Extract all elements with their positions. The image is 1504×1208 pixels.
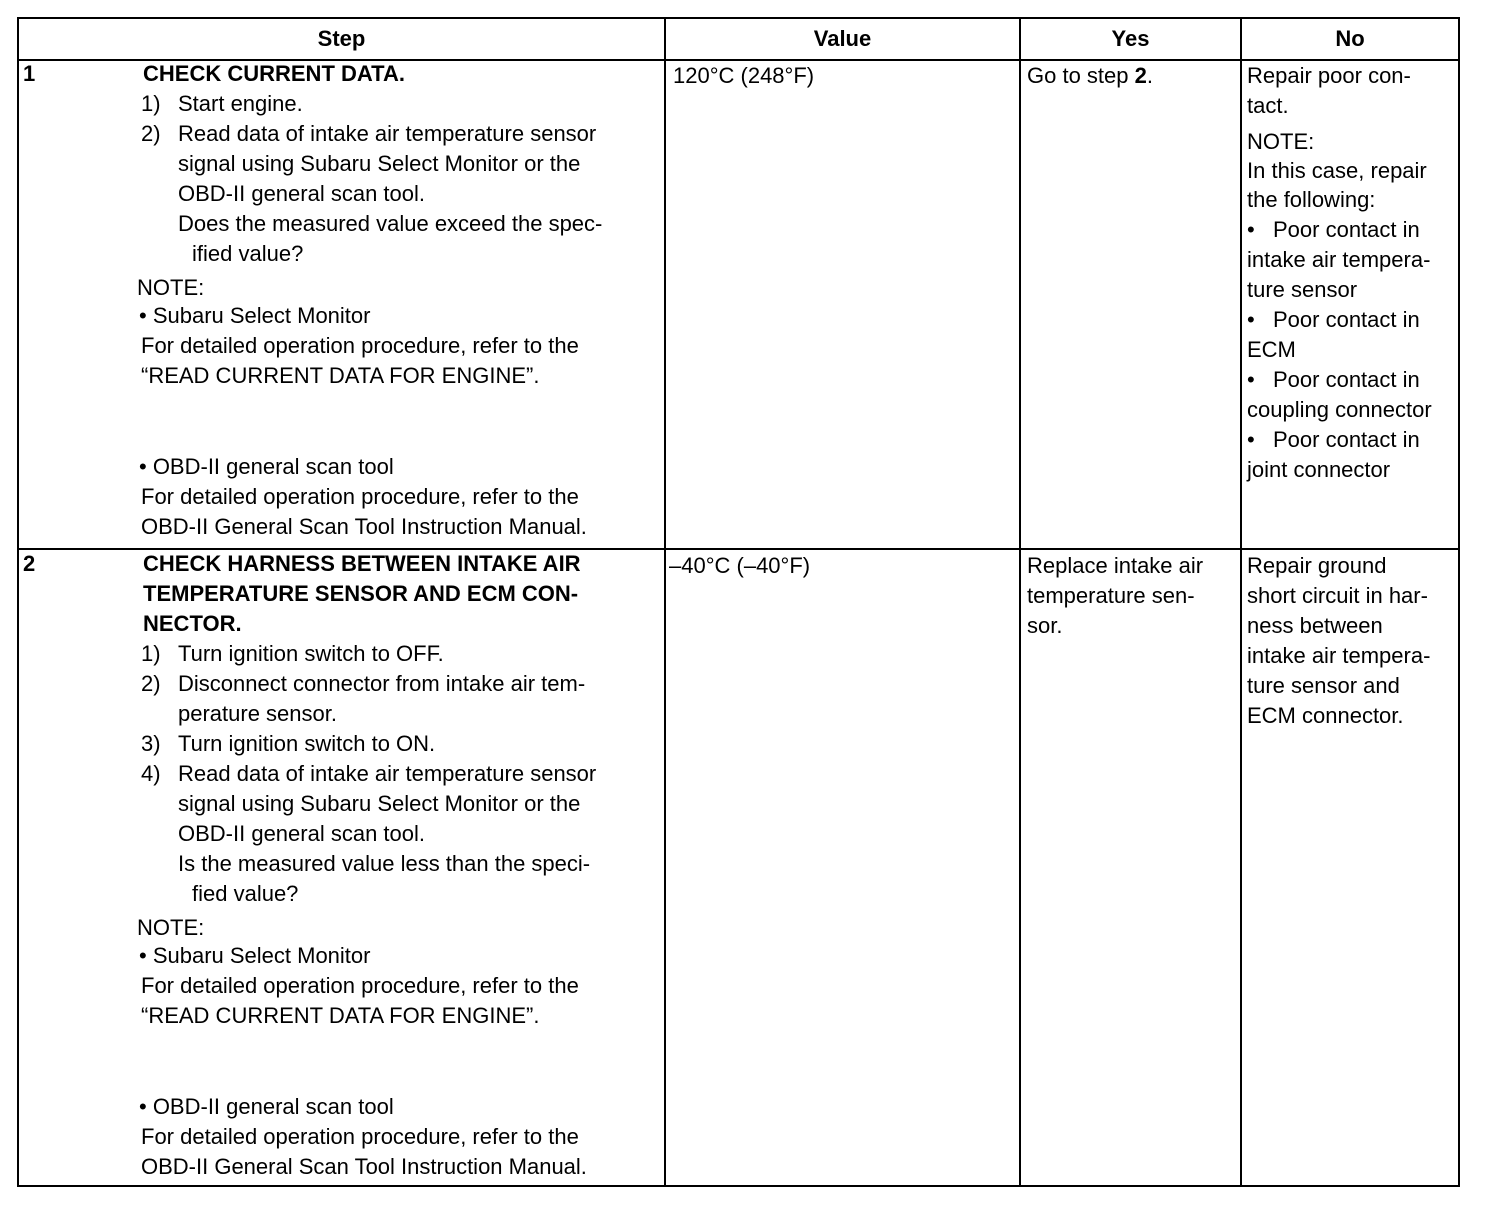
bullet-item: • Poor contact in <box>1247 217 1420 242</box>
note-label: NOTE: <box>137 275 205 300</box>
note-label: NOTE: <box>137 915 205 940</box>
header-yes: Yes <box>1111 26 1150 51</box>
no-cell: Repair ground short circuit in har- ness between intake air tempera- ture sensor and ECM connector. <box>1247 553 1431 728</box>
column-divider-yes-no <box>1240 19 1242 1185</box>
procedure-step: 2) Read data of intake air temperature sensor signal using Subaru Select Monitor or the OBD-II general scan tool. Does the measured value exceed the spec- ified value? <box>141 119 662 269</box>
step-number: 1 <box>23 61 36 86</box>
step-content <box>137 549 662 1182</box>
header-value: Value <box>813 26 872 51</box>
bullet-item: • Poor contact in <box>1247 427 1420 452</box>
procedure-step: 1) Start engine. <box>141 91 303 116</box>
note-block: NOTE: • Subaru Select Monitor For detailed operation procedure, refer to the “READ CURRENT DATA FOR ENGINE”. • OBD-II general scan tool For detailed operation procedure, refer to the OBD-II General Scan Tool Instruction Manual. <box>137 915 662 1182</box>
header-no: No <box>1335 26 1365 51</box>
column-divider-step-value <box>664 19 666 1185</box>
procedure-step: 3) Turn ignition switch to ON. <box>141 731 436 756</box>
step-title: CHECK CURRENT DATA. <box>143 61 405 86</box>
procedure-question: Is the measured value less than the speci- <box>178 851 591 876</box>
bullet-item: • Poor contact in <box>1247 367 1420 392</box>
step-content <box>137 59 662 542</box>
procedure-step: 1) Turn ignition switch to OFF. <box>141 641 444 666</box>
bullet-item: • Poor contact in <box>1247 307 1420 332</box>
value-cell: –40°C (–40°F) <box>669 553 811 578</box>
step-number: 2 <box>23 551 36 576</box>
header-step: Step <box>317 26 366 51</box>
value-cell: 120°C (248°F) <box>673 63 815 88</box>
yes-cell: Go to step 2. <box>1027 63 1153 88</box>
no-cell: Repair poor con- tact. NOTE: In this case, repair the following: • Poor contact in intake air tempera- ture sensor • Poor contact in ECM • Poor contact in coupling connector • Poor contact in joint connector <box>1247 61 1459 485</box>
column-divider-value-yes <box>1019 19 1021 1185</box>
note-block: NOTE: • Subaru Select Monitor For detailed operation procedure, refer to the “READ CURRENT DATA FOR ENGINE”. • OBD-II general scan tool For detailed operation procedure, refer to the OBD-II General Scan Tool Instruction Manual. <box>137 275 662 542</box>
step-title: CHECK HARNESS BETWEEN INTAKE AIR TEMPERATURE SENSOR AND ECM CON- NECTOR. <box>143 551 581 636</box>
procedure-step: 4) Read data of intake air temperature sensor signal using Subaru Select Monitor or the OBD-II general scan tool. Is the measured value less than the speci- fied value? <box>141 759 662 909</box>
procedure-step: 2) Disconnect connector from intake air tem- perature sensor. <box>141 671 586 726</box>
diagnostic-table <box>17 17 1460 1187</box>
procedure-question: Does the measured value exceed the spec- <box>178 211 603 236</box>
yes-cell: Replace intake air temperature sen- sor. <box>1027 553 1204 638</box>
